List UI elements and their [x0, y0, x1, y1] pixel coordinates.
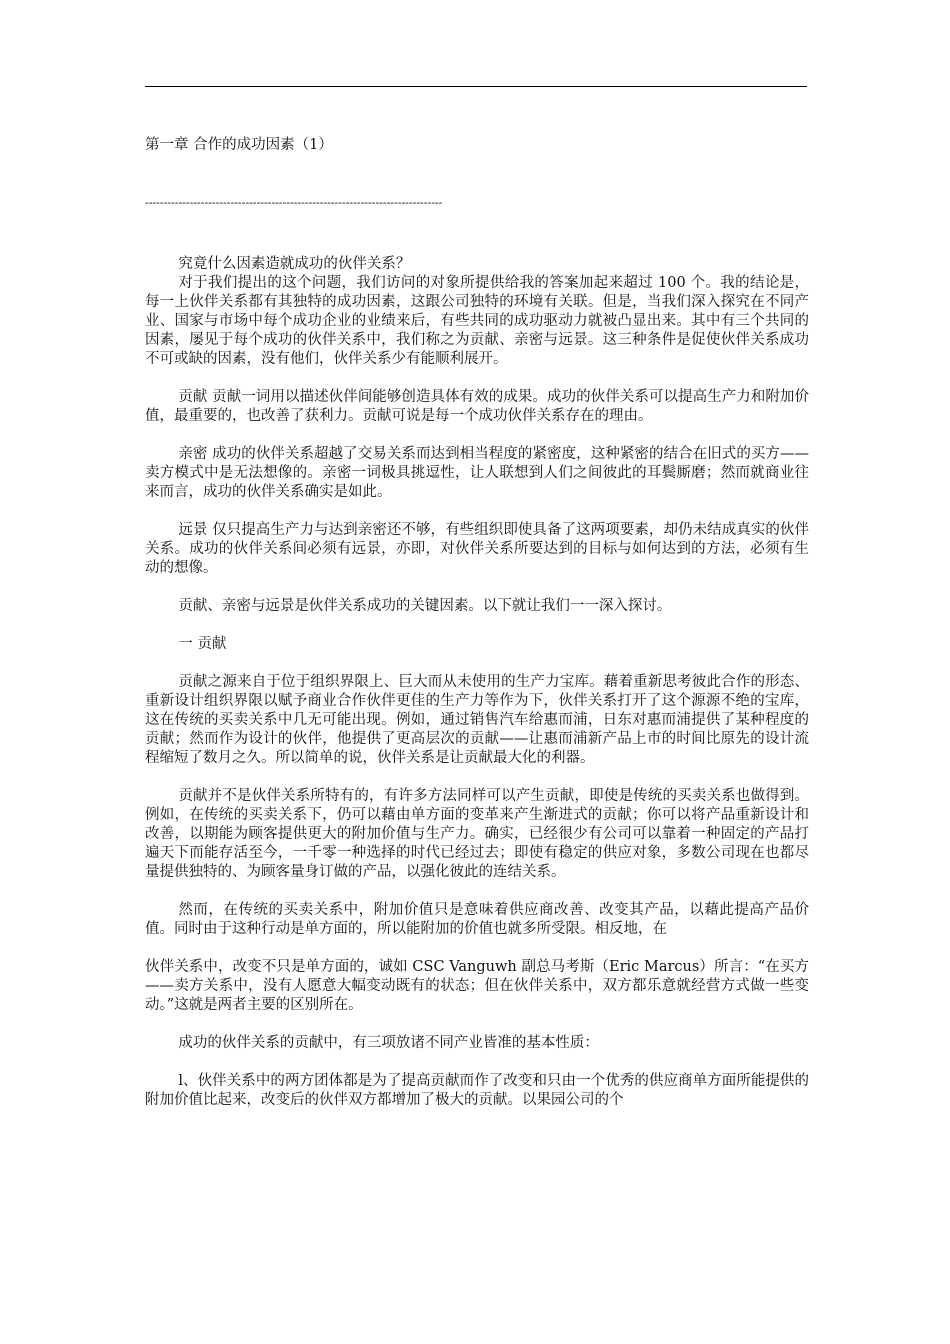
- paragraph-intimacy: 亲密 成功的伙伴关系超越了交易关系而达到相当程度的紧密度，这种紧密的结合在旧式的买方——卖方模式中是无法想像的。亲密一词极具挑逗性，让人联想到人们之间彼此的耳鬓厮磨；然而就商业往来而言，成功的伙伴关系确实是如此。: [145, 446, 809, 500]
- paragraph-question: 究竟什么因素造就成功的伙伴关系？: [178, 256, 411, 272]
- paragraph-contribution: 贡献 贡献一词用以描述伙伴间能够创造具体有效的成果。成功的伙伴关系可以提高生产力和附加价值，最重要的，也改善了获利力。贡献可说是每一个成功伙伴关系存在的理由。: [145, 389, 809, 424]
- dashed-divider: --------------------------------------------------------------------------------: [145, 196, 443, 209]
- chapter-title: 第一章 合作的成功因素（1）: [145, 137, 333, 153]
- paragraph-vision: 远景 仅只提高生产力与达到亲密还不够，有些组织即使具备了这两项要素，却仍未结成真实的伙伴关系。成功的伙伴关系间必须有远景，亦即，对伙伴关系所要达到的目标与如何达到的方法，必须有生动的想像。: [145, 522, 809, 576]
- article-body: [145, 255, 809, 1110]
- section-heading: 一 贡献: [178, 636, 227, 652]
- paragraph-point-one: l、伙伴关系中的两方团体都是为了提高贡献而作了改变和只由一个优秀的供应商单方面所能提供的附加价值比起来，改变后的伙伴双方都增加了极大的贡献。以果园公司的个: [145, 1073, 809, 1108]
- paragraph-summary: 贡献、亲密与远景是伙伴关系成功的关键因素。以下就让我们一一深入探讨。: [178, 598, 672, 614]
- top-rule: [145, 86, 807, 87]
- paragraph-three-properties: 成功的伙伴关系的贡献中，有三项放诸不同产业皆准的基本性质：: [178, 1035, 599, 1051]
- paragraph-intro: 对于我们提出的这个问题，我们访问的对象所提供给我的答案加起来超过 100 个。我的结论是，每一上伙伴关系都有其独特的成功因素，这跟公司独特的环境有关联。但是，当我们深入探究在不同产业、国家与市场中每个成功企业的业绩来后，有些共同的成功驱动力就被凸显出来。其中有三个共同的因素，屡见于每个成功的伙伴关系中，我们称之为贡献、亲密与远景。这三种条件是促使伙伴关系成功不可或缺的因素，没有他们，伙伴关系少有能顺利展开。: [145, 275, 809, 367]
- paragraph-not-unique: 贡献并不是伙伴关系所特有的，有许多方法同样可以产生贡献，即使是传统的买卖关系也做得到。例如，在传统的买卖关系下，仍可以藉由单方面的变革来产生渐进式的贡献；你可以将产品重新设计和改善，以期能为顾客提供更大的附加价值与生产力。确实，已经很少有公司可以靠着一种固定的产品打遍天下而能存活至今，一千零一种选择的时代已经过去；即使有稳定的供应对象，多数公司现在也都尽量提供独特的、为顾客量身订做的产品，以强化彼此的连结关系。: [145, 788, 809, 880]
- paragraph-partnership-change: 伙伴关系中，改变不只是单方面的，诚如 CSC Vanguwh 副总马考斯（Eric Marcus）所言：“在买方——卖方关系中，没有人愿意大幅变动既有的状态；但在伙伴关系中，双方都乐意就经营方式做一些变动。”这就是两者主要的区别所在。: [145, 959, 809, 1013]
- paragraph-source: 贡献之源来自于位于组织界限上、巨大而从未使用的生产力宝库。藉着重新思考彼此合作的形态、重新设计组织界限以赋予商业合作伙伴更佳的生产力等作为下，伙伴关系打开了这个源源不绝的宝库，这在传统的买卖关系中几无可能出现。例如，通过销售汽车给惠而浦，日东对惠而浦提供了某种程度的贡献；然而作为设计的伙伴，他提供了更高层次的贡献——让惠而浦新产品上市的时间比原先的设计流程缩短了数月之久。所以简单的说，伙伴关系是让贡献最大化的利器。: [145, 674, 809, 766]
- paragraph-however: 然而，在传统的买卖关系中，附加价值只是意味着供应商改善、改变其产品，以藉此提高产品价值。同时由于这种行动是单方面的，所以能附加的价值也就多所受限。相反地，在: [145, 902, 809, 937]
